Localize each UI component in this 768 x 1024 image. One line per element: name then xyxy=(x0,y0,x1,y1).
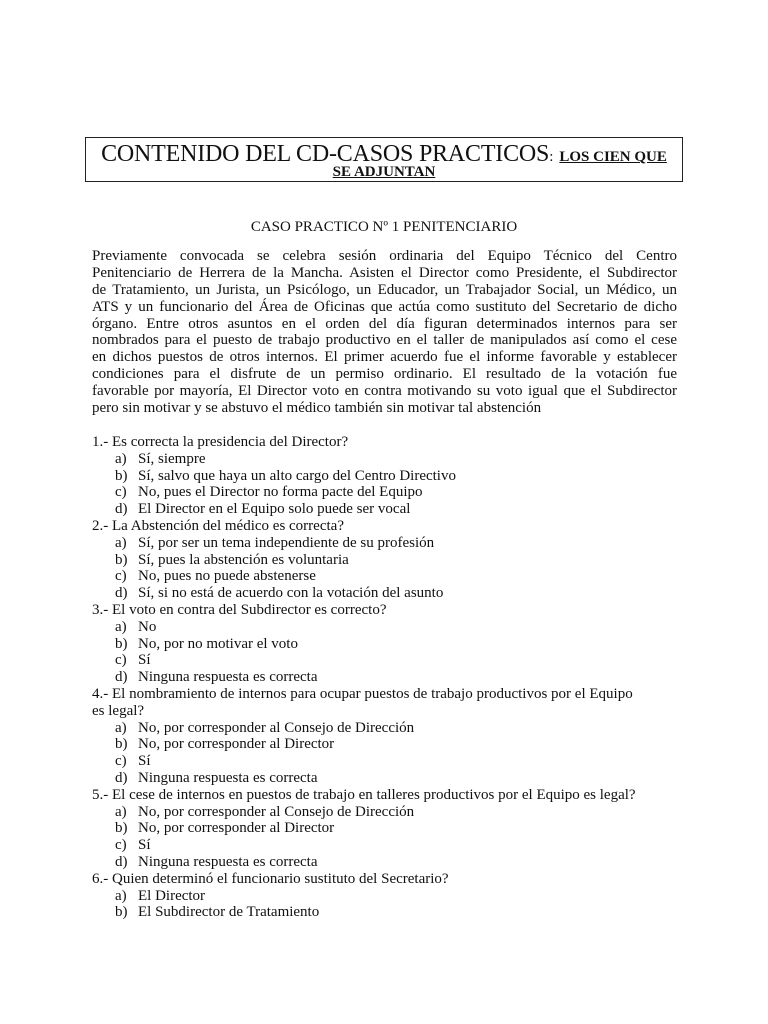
option-text: El Director xyxy=(138,887,206,904)
option-text: No, por no motivar el voto xyxy=(138,635,298,652)
option-text: No, por corresponder al Consejo de Dirección xyxy=(138,719,415,736)
option-text: Sí, pues la abstención es voluntaria xyxy=(138,551,349,568)
option-text: Sí, salvo que haya un alto cargo del Centro Directivo xyxy=(138,467,456,484)
option-letter: a) xyxy=(115,450,127,467)
option-text: Sí xyxy=(138,753,151,770)
question-text: 4.- El nombramiento de internos para ocupar puestos de trabajo productivos por el Equipo xyxy=(92,685,633,702)
answer-option xyxy=(92,451,682,468)
option-text: Sí xyxy=(138,837,151,854)
answer-option xyxy=(92,535,682,552)
answer-option xyxy=(92,888,682,905)
option-letter: d) xyxy=(115,769,128,786)
option-text: Sí, siempre xyxy=(138,450,206,467)
option-letter: d) xyxy=(115,669,128,686)
paragraph-line: nombrados para el puesto de trabajo productivo en el taller de manipulados así como el cese xyxy=(92,332,677,349)
option-text: No, por corresponder al Director xyxy=(138,820,335,837)
option-text: No, pues no puede abstenerse xyxy=(138,568,316,585)
paragraph-line: pero sin motivar y se abstuvo el médico también sin motivar tal abstención xyxy=(92,400,542,417)
paragraph-line: favorable por mayoría, El Director voto en contra motivando su voto igual que el Subdirector xyxy=(92,383,677,400)
option-text: Sí, si no está de acuerdo con la votación del asunto xyxy=(138,585,444,602)
question-list xyxy=(92,434,682,921)
question-text: 3.- El voto en contra del Subdirector es correcto? xyxy=(92,601,387,618)
case-paragraph xyxy=(92,248,677,417)
question-text: es legal? xyxy=(92,702,145,719)
answer-option xyxy=(92,820,682,837)
answer-option xyxy=(92,652,682,669)
option-text: No xyxy=(138,618,157,635)
option-letter: d) xyxy=(115,853,128,870)
answer-option xyxy=(92,552,682,569)
question-text: 2.- La Abstención del médico es correcta? xyxy=(92,517,344,534)
option-text: El Subdirector de Tratamiento xyxy=(138,904,320,921)
option-letter: c) xyxy=(115,484,127,501)
option-letter: b) xyxy=(115,551,128,568)
paragraph-line: en dichos puestos de otros internos. El primer acuerdo fue el informe favorable y establecer xyxy=(92,349,677,366)
option-letter: d) xyxy=(115,501,128,518)
option-text: El Director en el Equipo solo puede ser vocal xyxy=(138,501,411,518)
answer-option xyxy=(92,804,682,821)
answer-option xyxy=(92,468,682,485)
option-text: Sí xyxy=(138,652,151,669)
answer-option xyxy=(92,720,682,737)
option-letter: a) xyxy=(115,719,127,736)
paragraph-line: órgano. Entre otros asuntos en el orden del día figuran determinados internos para ser xyxy=(92,315,677,332)
answer-option xyxy=(92,753,682,770)
answer-option xyxy=(92,854,682,871)
answer-option xyxy=(92,904,682,921)
option-text: No, pues el Director no forma pacte del Equipo xyxy=(138,484,423,501)
option-letter: c) xyxy=(115,837,127,854)
option-text: Ninguna respuesta es correcta xyxy=(138,853,318,870)
answer-option xyxy=(92,501,682,518)
answer-option xyxy=(92,736,682,753)
paragraph-line: de Tratamiento, un Jurista, un Psicólogo, un Educador, un Trabajador Social, un Médico, un xyxy=(92,281,677,298)
option-text: No, por corresponder al Consejo de Dirección xyxy=(138,803,415,820)
paragraph-line: ATS y un funcionario del Área de Oficinas que actúa como sustituto del Secretario de dicho xyxy=(92,298,677,315)
option-text: Ninguna respuesta es correcta xyxy=(138,769,318,786)
option-letter: a) xyxy=(115,803,127,820)
option-letter: c) xyxy=(115,753,127,770)
paragraph-line: Previamente convocada se celebra sesión ordinaria del Equipo Técnico del Centro xyxy=(92,248,677,264)
option-text: Ninguna respuesta es correcta xyxy=(138,669,318,686)
option-text: No, por corresponder al Director xyxy=(138,736,335,753)
paragraph-line: Penitenciario de Herrera de la Mancha. Asisten el Director como Presidente, el Subdirector xyxy=(92,264,677,281)
option-letter: b) xyxy=(115,635,128,652)
title-box xyxy=(85,137,683,182)
question-text: 6.- Quien determinó el funcionario sustituto del Secretario? xyxy=(92,870,449,887)
answer-option xyxy=(92,669,682,686)
option-letter: a) xyxy=(115,534,127,551)
case-title: CASO PRACTICO Nº 1 PENITENCIARIO xyxy=(250,219,518,235)
option-letter: c) xyxy=(115,652,127,669)
option-letter: a) xyxy=(115,887,127,904)
option-letter: b) xyxy=(115,467,128,484)
option-letter: b) xyxy=(115,904,128,921)
option-letter: a) xyxy=(115,618,127,635)
answer-option xyxy=(92,585,682,602)
answer-option xyxy=(92,837,682,854)
answer-option xyxy=(92,484,682,501)
title-suffix-2: SE ADJUNTAN xyxy=(332,164,436,180)
paragraph-line: condiciones para el disfrute de un permiso ordinario. El resultado de la votación fue xyxy=(92,366,677,383)
answer-option xyxy=(92,619,682,636)
question-text: 1.- Es correcta la presidencia del Director? xyxy=(92,434,349,450)
option-letter: b) xyxy=(115,820,128,837)
answer-option xyxy=(92,636,682,653)
title-main: CONTENIDO DEL CD-CASOS PRACTICOS xyxy=(101,141,550,167)
title-colon: : xyxy=(549,149,554,165)
option-letter: d) xyxy=(115,585,128,602)
option-letter: c) xyxy=(115,568,127,585)
option-text: Sí, por ser un tema independiente de su profesión xyxy=(138,534,435,551)
option-letter: b) xyxy=(115,736,128,753)
answer-option xyxy=(92,770,682,787)
answer-option xyxy=(92,568,682,585)
title-suffix-1: LOS CIEN QUE xyxy=(559,149,667,165)
question-text: 5.- El cese de internos en puestos de trabajo en talleres productivos por el Equipo es legal? xyxy=(92,786,636,803)
